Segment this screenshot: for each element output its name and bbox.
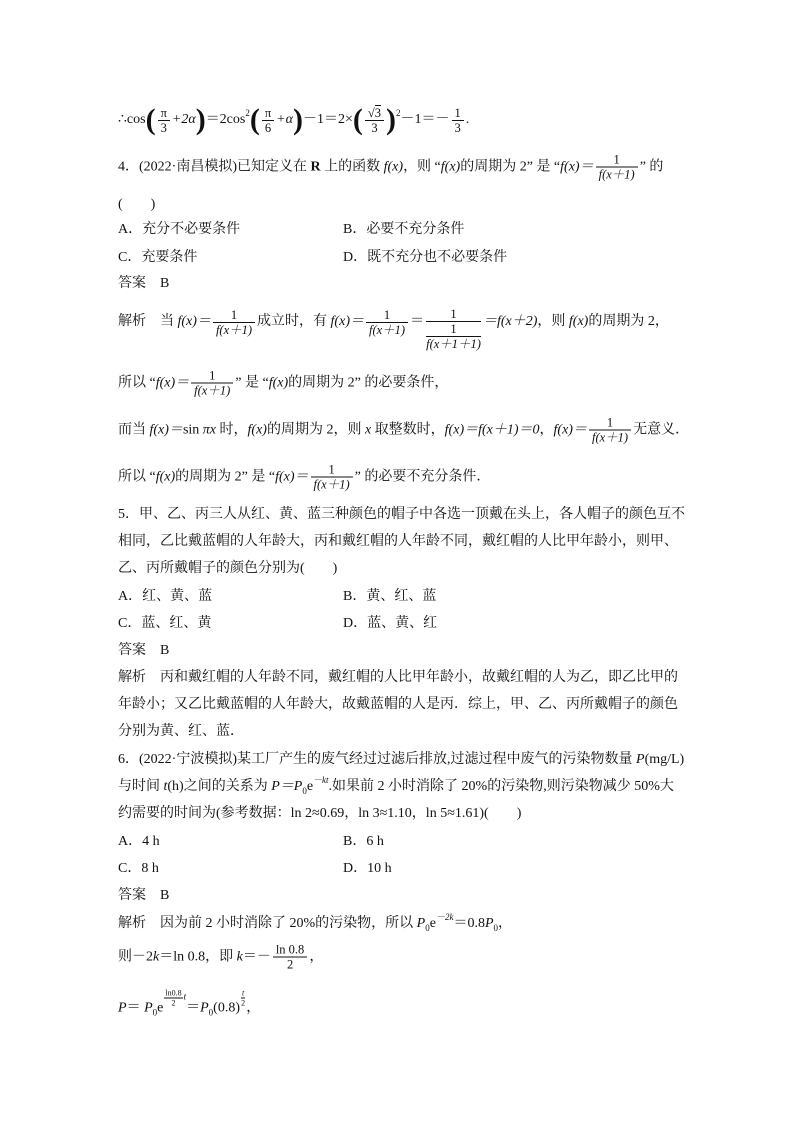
math-text: (0.8) (213, 1000, 240, 1015)
options-row (118, 221, 464, 239)
superscript: 2 (396, 108, 401, 118)
fraction (596, 153, 638, 182)
fraction-numerator (365, 106, 384, 121)
text: 的周期为 2， (588, 314, 669, 329)
math-text: ＝0.8 (453, 916, 485, 931)
text: 而当 (118, 422, 150, 437)
analysis-line (118, 988, 261, 1018)
therefore-cos-text: ∴cos (118, 112, 146, 127)
math-text: e (157, 1000, 164, 1015)
fraction-numerator: 1 (213, 308, 255, 323)
text: 的周期为 2，则 (266, 422, 365, 437)
math-text: x (364, 422, 372, 437)
question-6-stem (118, 805, 521, 823)
fraction-denominator: f(x＋1) (598, 167, 635, 182)
text: 乙、丙所戴帽子的颜色分别为( ) (118, 561, 338, 576)
math-text: πx (202, 422, 217, 437)
option-text: 6 h (366, 834, 384, 849)
option-text: 10 h (367, 861, 392, 876)
text: ＝－ (242, 949, 271, 964)
options-row (118, 833, 384, 851)
text: ， (246, 1000, 261, 1015)
text: (h)之间的关系为 (167, 779, 272, 794)
superscript: 2 (245, 108, 250, 118)
math-text: f(x)＝ (177, 314, 211, 329)
text: ” 是 “ (235, 375, 269, 390)
blank-parentheses: ( ) (118, 197, 156, 212)
option-b (343, 588, 436, 606)
math-text: k (236, 949, 243, 964)
answer-label: 答案 (118, 276, 146, 291)
text: ， (539, 422, 554, 437)
math-text: －1＝2× (302, 112, 353, 127)
sin-function: sin (182, 422, 203, 437)
fraction-denominator: f(x＋1) (215, 322, 253, 337)
answer-blank (118, 196, 155, 214)
text: 则－2 (118, 949, 153, 964)
math-text: f(x)＝ (553, 422, 587, 437)
option-d (343, 615, 437, 633)
fraction-numerator: ln 0.8 (273, 943, 307, 958)
answer-value: B (160, 643, 170, 658)
math-text: ＝ (186, 1000, 201, 1015)
fraction (213, 308, 255, 337)
fraction-denominator: 3 (160, 120, 167, 135)
fraction-numerator: t (241, 988, 245, 998)
math-text: f(x)＝ (275, 469, 309, 484)
nested-fraction (426, 307, 481, 351)
inner-numerator: 1 (426, 322, 481, 337)
text: 所以 “ (118, 469, 156, 484)
fraction-numerator: ln0.8 (165, 988, 182, 998)
math-text: P (484, 916, 494, 931)
math-text: P (200, 1000, 209, 1015)
text: .如果前 2 小时消除了 20%的污染物,则污染物减少 50%大 (328, 779, 674, 794)
answer-value: B (160, 888, 170, 903)
math-text: －1＝－ (400, 112, 450, 127)
text: ” 的必要不充分条件． (354, 469, 491, 484)
fraction-numerator: π (158, 106, 170, 121)
superscript: －2k (435, 912, 454, 922)
option-label: D． (343, 250, 368, 265)
fraction-numerator: 1 (366, 308, 408, 323)
option-b (343, 221, 464, 239)
exponent-fraction (241, 989, 245, 1008)
prev-solution-line (118, 103, 469, 137)
option-a (118, 833, 343, 851)
text: ， (498, 916, 513, 931)
option-label: C． (118, 861, 142, 876)
fraction-denominator: 2 (286, 957, 294, 972)
text: 相同，乙比戴蓝帽的人年龄大，丙和戴红帽的人年龄不同，戴红帽的人比甲年龄小，则甲、 (118, 534, 678, 549)
option-text: 充要条件 (141, 250, 198, 265)
sqrt-argument: 3 (374, 105, 381, 120)
question-6-stem (118, 775, 674, 796)
text: 与时间 (118, 779, 164, 794)
fraction-numerator: 1 (589, 416, 631, 431)
answer-value: B (160, 276, 170, 291)
fraction-numerator: 1 (191, 369, 233, 384)
text: ，则 (537, 314, 569, 329)
math-text: f(x) (568, 314, 589, 329)
math-text: f(x) (268, 375, 289, 390)
analysis-label: 解析 (118, 670, 146, 685)
text: 某工厂产生的废气经过过滤后排放,过滤过程中废气的污染物数量 (237, 752, 636, 767)
math-text: f(x) (383, 159, 404, 174)
option-text: 蓝、黄、红 (367, 616, 438, 631)
option-c (118, 249, 343, 267)
text: 已知定义在 (237, 159, 311, 174)
fraction-denominator (426, 322, 481, 351)
option-text: 充分不必要条件 (142, 222, 241, 237)
answer-label: 答案 (118, 643, 146, 658)
math-text: t (163, 779, 168, 794)
text: 的周期为 2” 的必要条件， (288, 375, 449, 390)
analysis-line (118, 943, 323, 972)
option-a (118, 588, 343, 606)
question-5-stem (118, 560, 337, 578)
fraction (311, 463, 353, 492)
option-text: 8 h (141, 861, 159, 876)
fraction (452, 106, 464, 135)
math-text: ＝f(x＋2) (482, 314, 538, 329)
question-number: 5． (118, 507, 139, 522)
math-text: +α (276, 112, 293, 127)
text: 约需要的时间为(参考数据：ln 2≈0.69，ln 3≈1.10，ln 5≈1.61)( ) (118, 806, 522, 821)
options-row (118, 860, 392, 878)
text: ＝ln 0.8，即 (159, 949, 237, 964)
option-label: B． (343, 834, 367, 849)
question-4-stem (118, 153, 663, 182)
text: 成立时，有 (257, 314, 331, 329)
math-text: e (306, 779, 314, 794)
fraction-denominator: f(x＋1) (313, 477, 350, 492)
math-text: k (153, 949, 160, 964)
exponent-fraction (164, 989, 182, 1008)
analysis-line (118, 300, 669, 351)
math-text: e (429, 916, 436, 931)
right-paren: ) (386, 103, 396, 136)
fraction-denominator: 2 (171, 998, 176, 1008)
question-source: (2022·南昌模拟) (139, 159, 237, 174)
left-paren: ( (145, 103, 156, 136)
text: 分别为黄、红、蓝． (118, 724, 244, 739)
math-text: P＝P (271, 779, 303, 794)
option-label: A． (118, 834, 143, 849)
question-5-stem (118, 506, 685, 524)
option-text: 4 h (142, 834, 160, 849)
option-label: A． (118, 589, 143, 604)
text: ” 的 (639, 159, 664, 174)
option-c (118, 860, 343, 878)
text: 取整数时， (371, 422, 445, 437)
text: 的周期为 2” 是 “ (175, 469, 276, 484)
question-6-stem (118, 751, 684, 769)
fraction-denominator: f(x＋1) (194, 383, 231, 398)
analysis-line (118, 416, 689, 445)
option-d (343, 249, 507, 267)
text: 无意义． (633, 422, 690, 437)
subscript: 0 (152, 1007, 158, 1017)
subscript: 0 (493, 923, 499, 933)
math-text: P (118, 1000, 127, 1015)
math-text: P (416, 916, 426, 931)
analysis-line (118, 696, 678, 714)
analysis-line (118, 463, 490, 492)
math-text: ＝2cos (205, 112, 246, 127)
option-label: D． (343, 861, 368, 876)
math-symbol: R (310, 159, 321, 174)
math-text: f(x) (440, 159, 461, 174)
text: ，则 “ (403, 159, 441, 174)
math-text: f(x) (155, 469, 176, 484)
fraction-denominator: f(x＋1) (591, 430, 629, 445)
text: 的周期为 2” 是 “ (460, 159, 561, 174)
math-text: f(x)＝f(x＋1)＝0 (444, 422, 540, 437)
option-label: B． (343, 222, 367, 237)
fraction (262, 106, 274, 135)
fraction-numerator: 1 (426, 307, 481, 322)
math-text: +2α (171, 112, 196, 127)
option-text: 必要不充分条件 (366, 222, 465, 237)
options-row (118, 588, 436, 606)
left-paren: ( (352, 103, 363, 136)
inner-denominator: f(x＋1＋1) (426, 337, 481, 351)
question-number: 4． (118, 159, 139, 174)
text: 时， (216, 422, 248, 437)
answer-line (118, 887, 169, 905)
option-label: A． (118, 222, 143, 237)
math-text: f(x)＝ (149, 422, 183, 437)
right-paren: ) (195, 103, 206, 136)
analysis-line (118, 723, 244, 741)
fraction-denominator: f(x＋1) (368, 322, 406, 337)
text: 因为前 2 小时消除了 20%的污染物，所以 (146, 916, 417, 931)
fraction-numerator: 1 (596, 153, 638, 168)
analysis-line (118, 669, 678, 687)
math-text: f(x) (247, 422, 267, 437)
fraction-denominator: 6 (264, 120, 272, 135)
answer-label: 答案 (118, 888, 146, 903)
fraction-denominator: 2 (241, 998, 246, 1008)
answer-line (118, 642, 169, 660)
fraction (273, 943, 307, 972)
superscript: －kt (313, 775, 329, 785)
fraction-denominator: 3 (454, 120, 461, 135)
subscript: 0 (425, 923, 430, 933)
superscript: t (183, 991, 187, 1001)
text: 上的函数 (320, 159, 384, 174)
question-5-stem (118, 533, 678, 551)
fraction (365, 106, 384, 135)
fraction-numerator: 1 (452, 106, 464, 121)
option-label: D． (343, 616, 368, 631)
text: 当 (146, 314, 178, 329)
text: 丙和戴红帽的人年龄不同，戴红帽的人比甲年龄小，故戴红帽的人为乙，即乙比甲的 (146, 670, 678, 685)
option-text: 既不充分也不必要条件 (367, 250, 508, 265)
analysis-label: 解析 (118, 314, 146, 329)
option-c (118, 615, 343, 633)
math-text: P (636, 752, 645, 767)
options-row (118, 249, 507, 267)
option-label: B． (343, 589, 367, 604)
text: (mg/L) (644, 752, 685, 767)
math-text: f(x)＝ (560, 159, 594, 174)
fraction (158, 106, 170, 135)
option-text: 蓝、红、黄 (141, 616, 212, 631)
fraction-numerator: π (262, 106, 274, 121)
option-text: 红、黄、蓝 (142, 589, 213, 604)
text: 年龄小；又乙比戴蓝帽的人年龄大，故戴蓝帽的人是丙．综上，甲、乙、丙所戴帽子的颜色 (118, 697, 678, 712)
question-number: 6． (118, 752, 139, 767)
left-paren: ( (249, 103, 260, 136)
option-text: 黄、红、蓝 (366, 589, 437, 604)
math-text: f(x)＝ (155, 375, 190, 390)
analysis-line (118, 369, 448, 398)
equals: ＝ (410, 314, 425, 329)
fraction-denominator: 3 (371, 120, 378, 135)
option-a (118, 221, 343, 239)
sqrt-sign: √ (367, 105, 375, 120)
subscript: 0 (302, 786, 307, 796)
question-source: (2022·宁波模拟) (139, 752, 237, 767)
fraction (191, 369, 233, 398)
math-text: P (144, 1000, 153, 1015)
option-b (343, 833, 384, 851)
option-label: C． (118, 250, 142, 265)
fraction (366, 308, 408, 337)
math-text: ＝ (126, 1000, 145, 1015)
text: 所以 “ (118, 375, 156, 390)
analysis-line (118, 912, 513, 933)
text: 甲、乙、丙三人从红、黄、蓝三种颜色的帽子中各选一顶戴在头上，各人帽子的颜色互不 (139, 507, 685, 522)
period: . (465, 112, 470, 127)
analysis-label: 解析 (118, 916, 146, 931)
right-paren: ) (292, 103, 303, 136)
answer-line (118, 275, 169, 293)
math-text: f(x)＝ (330, 314, 364, 329)
fraction (589, 416, 631, 445)
text: ， (309, 949, 324, 964)
option-d (343, 860, 392, 878)
options-row (118, 615, 437, 633)
fraction-numerator: 1 (311, 463, 353, 478)
subscript: 0 (208, 1007, 214, 1017)
option-label: C． (118, 616, 142, 631)
